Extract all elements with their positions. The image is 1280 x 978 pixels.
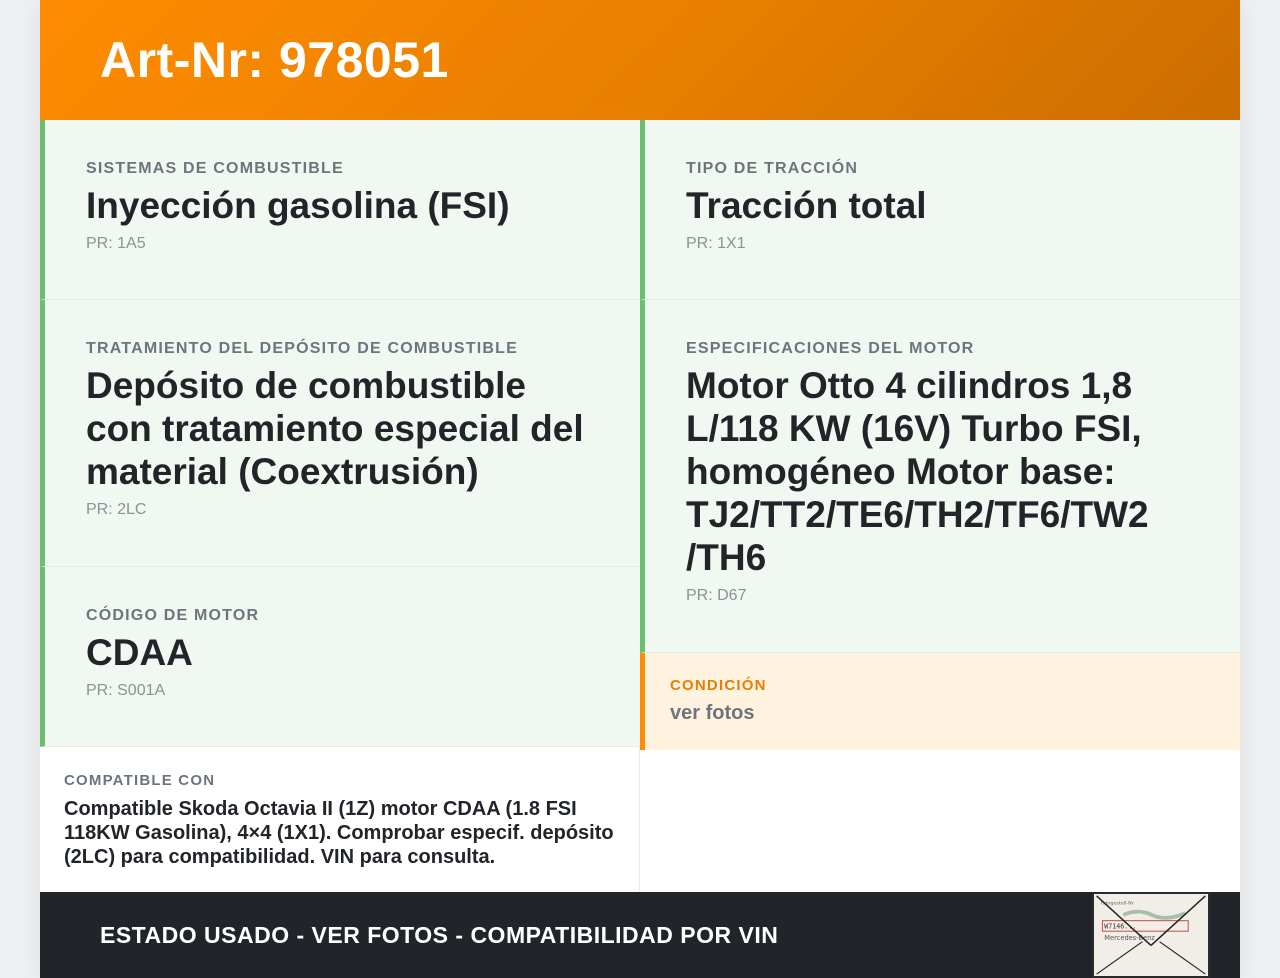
spec-traction-type xyxy=(640,120,1240,300)
condition-box xyxy=(640,653,1240,750)
compatibility-box xyxy=(40,747,640,892)
product-card xyxy=(40,0,1240,978)
spec-pr-code: PR: 1A5 xyxy=(86,235,146,252)
vin-plate-brand: Mercedes-Benz xyxy=(1104,933,1155,942)
spec-pr-code: PR: S001A xyxy=(86,682,166,699)
article-number-title: Art-Nr: 978051 xyxy=(100,32,449,88)
footer-bar xyxy=(40,892,1240,978)
spec-pr-code: PR: D67 xyxy=(686,587,747,604)
condition-label: CONDICIÓN xyxy=(670,677,767,694)
spec-fuel-system xyxy=(40,120,640,300)
spec-engine-code xyxy=(40,567,640,747)
vin-plate-thumbnail[interactable] xyxy=(1092,892,1210,978)
spec-label: ESPECIFICACIONES DEL MOTOR xyxy=(686,340,975,357)
spec-value: Motor Otto 4 cilindros 1,8 L/118 KW (16V) Turbo FSI, homogéneo Motor base: TJ2/TT2/TE6/TH2/TF6/TW2 /TH6 xyxy=(686,365,1149,578)
spec-tank-treatment xyxy=(40,300,640,567)
spec-pr-code: PR: 1X1 xyxy=(686,235,746,252)
vin-plate-caption: Fahrgestell-Nr xyxy=(1100,901,1134,907)
spec-label: TIPO DE TRACCIÓN xyxy=(686,160,859,177)
spec-label: TRATAMIENTO DEL DEPÓSITO DE COMBUSTIBLE xyxy=(86,340,519,357)
spec-value: Tracción total xyxy=(686,185,927,226)
vin-plate-vin: W7146... xyxy=(1104,922,1137,931)
spec-engine-specs xyxy=(640,300,1240,653)
header-banner xyxy=(40,0,1240,120)
footer-text: ESTADO USADO - VER FOTOS - COMPATIBILIDAD POR VIN xyxy=(100,921,779,948)
spec-value: Inyección gasolina (FSI) xyxy=(86,185,510,226)
condition-value: ver fotos xyxy=(670,702,755,724)
spec-pr-code: PR: 2LC xyxy=(86,501,147,518)
vin-plate-image xyxy=(1094,894,1208,976)
spec-value: Depósito de combustible con tratamiento especial del material (Coextrusión) xyxy=(86,365,584,492)
compat-text: Compatible Skoda Octavia II (1Z) motor CDAA (1.8 FSI 118KW Gasolina), 4×4 (1X1). Comprobar especif. depósito (2LC) para compatibilidad. VIN para consulta. xyxy=(64,798,614,868)
spec-value: CDAA xyxy=(86,632,193,673)
compat-label: COMPATIBLE CON xyxy=(64,772,216,789)
spec-label: CÓDIGO DE MOTOR xyxy=(86,607,260,624)
spec-label: SISTEMAS DE COMBUSTIBLE xyxy=(86,160,344,177)
